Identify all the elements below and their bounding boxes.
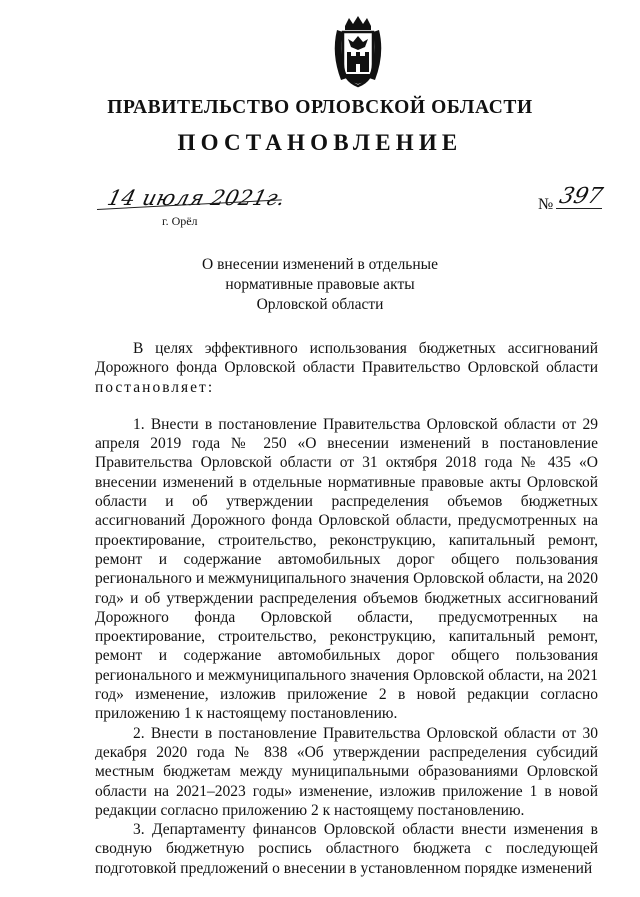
clause-paragraph-3: 3. Департаменту финансов Орловской области внести изменения в сводную бюджетную роспись областного бюджета с последующей подготовкой предложений о внесении в установленном порядке изменений [95, 821, 598, 877]
subject-line: О внесении изменений в отдельные [202, 256, 438, 273]
preamble-text: В целях эффективного использования бюджетных ассигнований Дорожного фонда Орловской области Правительство Орловской области [95, 340, 598, 377]
preamble-paragraph [95, 339, 598, 397]
clause-paragraph-1: 1. Внести в постановление Правительства Орловской области от 29 апреля 2019 года № 250 «О внесении изменений в постановление Правительства Орловской области от 31 октября 2018 года № 435 «О внесении изменений в отдельные нормативные правовые акты Орловской области и об утверждении распределения объемов бюджетных ассигнований Дорожного фонда Орловской области, предусмотренных на проектирование, строительство, реконструкцию, капитальный ремонт, ремонт и содержание автомобильных дорог общего пользования регионального и межмуниципального значения Орловской области, на 2020 год» и об утверждении распределения объемов бюджетных ассигнований Дорожного фонда Орловской области, предусмотренных на проектирование, строительство, реконструкцию, капитальный ремонт, ремонт и содержание автомобильных дорог общего пользования регионального и межмуниципального значения Орловской области, на 2021 год» изменение, изложив приложение 2 в новой редакции согласно приложению 1 к настоящему постановлению. [95, 415, 598, 723]
preamble-keyword: постановляет: [95, 378, 215, 396]
handwritten-number: 397 [556, 184, 606, 209]
document-subject [0, 255, 640, 315]
subject-line: Орловской области [256, 296, 384, 313]
clause-paragraph-2: 2. Внести в постановление Правительства Орловской области от 30 декабря 2020 года № 838 «Об утверждении распределения субсидий местным бюджетам между муниципальными образованиями Орловской области на 2021–2023 годы» изменение, изложив приложение 1 в новой редакции согласно приложению 2 к настоящему постановлению. [95, 724, 598, 819]
document-type-title: ПОСТАНОВЛЕНИЕ [177, 130, 463, 155]
document-body [95, 339, 598, 878]
subject-line: нормативные правовые акты [225, 276, 415, 293]
number-sign: № [538, 196, 554, 213]
city-label: г. Орёл [162, 214, 198, 228]
orel-coat-of-arms-icon [327, 14, 389, 90]
government-title: ПРАВИТЕЛЬСТВО ОРЛОВСКОЙ ОБЛАСТИ [107, 97, 533, 118]
handwritten-date: 14 июля 2021г. [105, 186, 289, 210]
number-underline [556, 208, 602, 209]
